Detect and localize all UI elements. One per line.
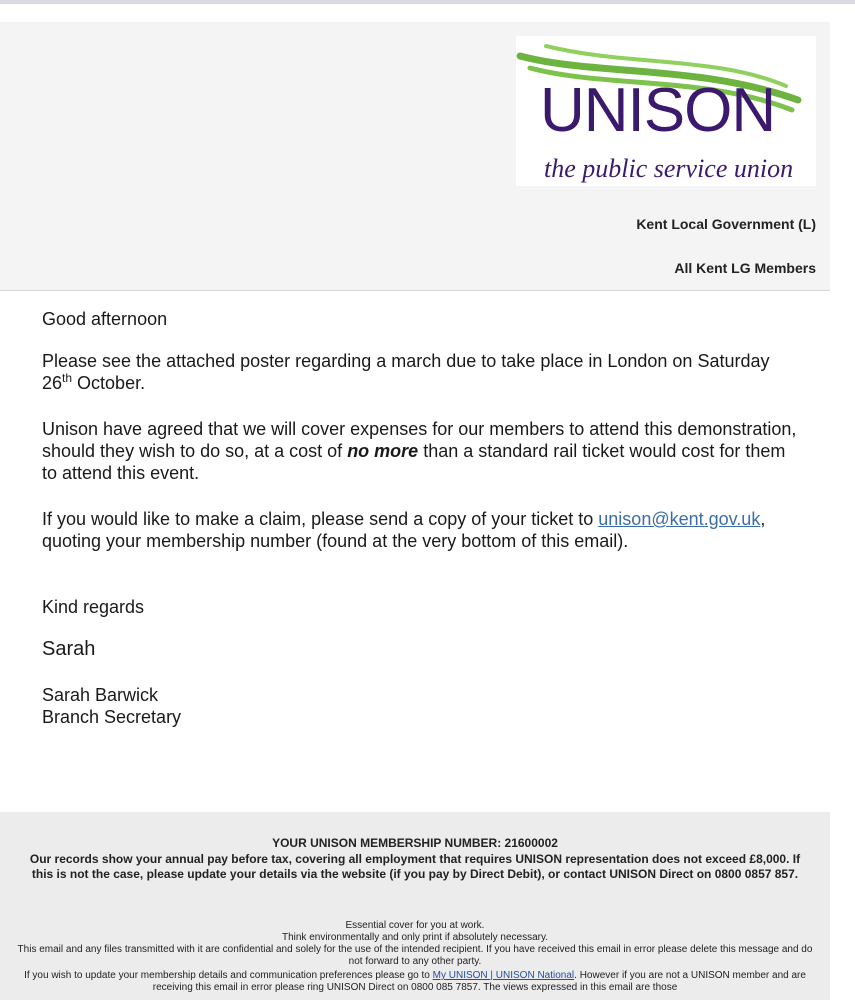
signoff-name: Sarah — [42, 638, 96, 660]
ordinal-suffix: th — [62, 371, 73, 385]
logo-wordmark: UNISON — [540, 76, 776, 145]
closing: Kind regards — [42, 597, 145, 617]
paragraph-claim — [42, 508, 802, 552]
environment-notice: Think environmentally and only print if absolutely necessary. — [281, 932, 549, 943]
update-details-notice — [10, 970, 820, 994]
paragraph-expenses-end: than a standard rail ticket would cost for them to attend this event. — [42, 441, 786, 483]
signature-title: Branch Secretary — [42, 707, 182, 727]
signature-name: Sarah Barwick — [42, 685, 159, 705]
greeting: Good afternoon — [42, 309, 168, 329]
paragraph-march-end: October. — [72, 373, 146, 393]
paragraph-expenses-text: Unison have agreed that we will cover expenses for our members to attend this demonstration, should they wish to do so, at a cost of — [42, 419, 797, 461]
top-border — [0, 0, 855, 4]
paragraph-expenses — [42, 418, 802, 484]
update-text: If you wish to update your membership details and communication preferences please go to — [24, 970, 433, 981]
update-text-end: . However if you are not a UNISON member and are receiving this email in error please ring UNISON Direct on 0800 085 7857. The views expressed in this email are those — [152, 970, 806, 993]
membership-number: YOUR UNISON MEMBERSHIP NUMBER: 21600002 — [272, 836, 558, 850]
recipient-group: All Kent LG Members — [674, 260, 816, 276]
paragraph-claim-text: If you would like to make a claim, please send a copy of your ticket to — [42, 509, 599, 529]
email-footer — [0, 812, 830, 1000]
confidentiality-notice: This email and any files transmitted with it are confidential and solely for the use of the intended recipient. If you have received this email in error please delete this message and do not forward to any other party. — [17, 944, 813, 967]
logo-tagline: the public service union — [544, 154, 794, 183]
emphasis-no-more: no more — [347, 441, 419, 461]
paragraph-claim-end: , quoting your membership number (found at the very bottom of this email). — [42, 509, 766, 551]
email-link[interactable]: unison@kent.gov.uk — [598, 509, 761, 529]
paragraph-march-text: Please see the attached poster regarding a march due to take place in London on Saturday 26 — [42, 351, 770, 393]
pay-records-notice: Our records show your annual pay before tax, covering all employment that requires UNISON representation does not exceed £8,000. If this is not the case, please update your details via the website (if you pay by Direct Debit), or contact UNISON Direct on 0800 0857 857. — [29, 852, 801, 881]
signature-block — [42, 684, 181, 728]
unison-logo — [516, 36, 816, 186]
my-unison-link[interactable]: My UNISON | UNISON National — [432, 970, 575, 981]
essential-cover: Essential cover for you at work. — [345, 920, 485, 931]
organisation-name: Kent Local Government (L) — [636, 216, 816, 232]
email-header — [0, 22, 830, 291]
paragraph-march — [42, 350, 782, 394]
